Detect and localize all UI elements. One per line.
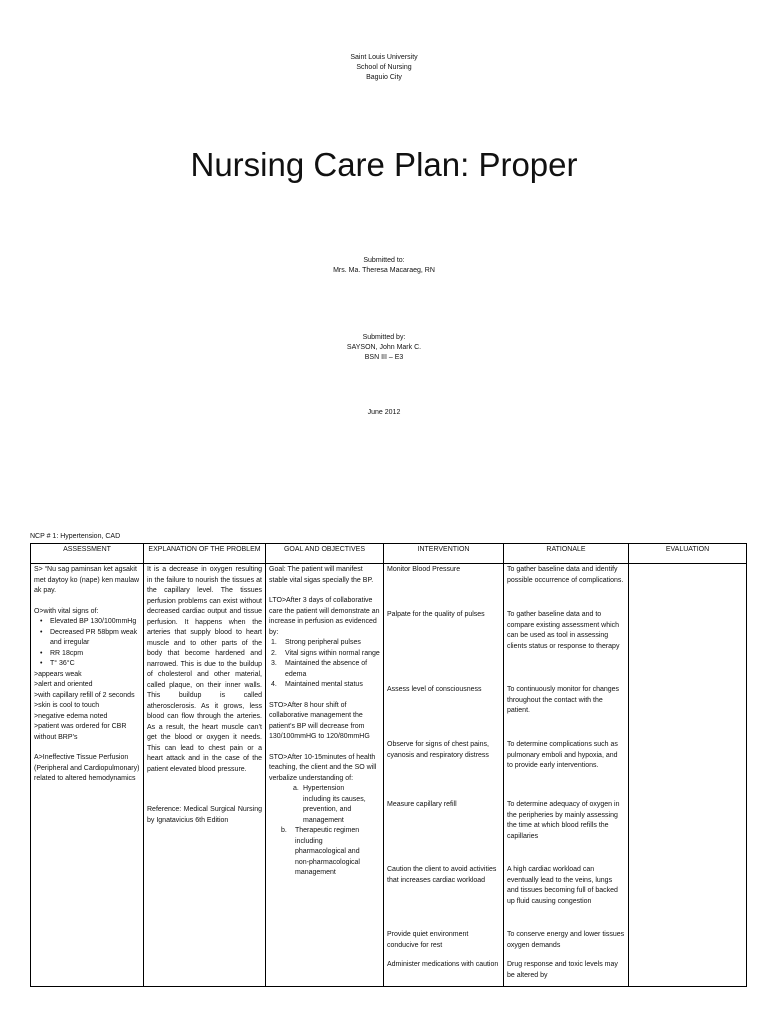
rationale-cell — [504, 564, 629, 987]
intervention-cell — [384, 564, 504, 987]
header-rationale: RATIONALE — [504, 544, 629, 564]
city-name: Baguio City — [366, 74, 402, 81]
finding: >with capillary refill of 2 seconds — [34, 691, 135, 699]
ncp-label: NCP # 1: Hypertension, CAD — [30, 533, 121, 540]
lto-list — [269, 638, 380, 691]
list-item: b. Therapeutic regimen including pharmacological and non-pharmacological management — [281, 827, 360, 876]
rationale-item: To conserve energy and lower tissues oxygen demands — [507, 931, 625, 949]
subjective-data: S> “Nu sag paminsan ket agsakit met daytoy ko (nape) ken maulaw ak pay. — [34, 566, 140, 594]
list-item: • Elevated BP 130/100mmHg — [34, 617, 140, 628]
submitted-to-name: Mrs. Ma. Theresa Macaraeg, RN — [333, 267, 435, 274]
vitals-list — [34, 617, 140, 670]
objective-data: O>with vital signs of: — [34, 607, 99, 615]
finding: >patient was ordered for CBR without BRP’s — [34, 723, 127, 741]
university-name: Saint Louis University — [350, 54, 418, 61]
finding: >negative edema noted — [34, 712, 108, 720]
rationale-item: A high cardiac workload can eventually lead to the veins, lungs and tissues becoming full of backed up fluid causing congestion — [507, 866, 618, 905]
intervention-item: Administer medications with caution — [387, 961, 499, 968]
intervention-item: Measure capillary refill — [387, 801, 457, 808]
rationale-item: To determine adequacy of oxygen in the peripheries by mainly assessing the time at which blood refills the capillaries — [507, 801, 620, 840]
intervention-item: Assess level of consciousness — [387, 686, 482, 693]
reference-text: Reference: Medical Surgical Nursing by Ignatavicius 6th Edition — [147, 806, 262, 824]
header-assessment: ASSESSMENT — [31, 544, 144, 564]
list-item: 1. Strong peripheral pulses — [271, 639, 361, 646]
explanation-text: It is a decrease in oxygen resulting in the failure to nourish the tissues at the capillary level. The tissues perfusion problems can exist without decreased cardiac output and tissue perfusion. It happens when the arteries that supply blood to heart muscle and to other parts of the body that become hardened and narrowed. This is due to the buildup of cholesterol and other material, called plaque, on their inner walls. This buildup is called atherosclerosis. As it grows, less blood can flow through the arteries. As a result, the heart muscle can’t get the blood or oxygen it needs. This can lead to chest pain or a heart attack and in the case of the patient elevated blood pressure. — [147, 566, 262, 773]
sto-list — [269, 784, 380, 826]
submitted-by-label: Submitted by: — [362, 334, 406, 341]
care-plan-table — [30, 543, 747, 987]
submission-date: June 2012 — [367, 409, 401, 416]
sto-text-2: STO>After 10-15minutes of health teaching, the client and the SO will verbalize understanding of: — [269, 753, 377, 782]
institution-header — [0, 53, 768, 83]
evaluation-cell — [629, 564, 747, 987]
list-item: • RR 18cpm — [34, 649, 140, 660]
header-explanation: EXPLANATION OF THE PROBLEM — [144, 544, 266, 564]
list-item: 2. Vital signs within normal range — [271, 649, 380, 657]
goals-cell — [266, 564, 384, 987]
intervention-item: Observe for signs of chest pains, cyanosis and respiratory distress — [387, 741, 489, 759]
submitted-by-block — [0, 333, 768, 363]
list-item: • Decreased PR 58bpm weak and irregular — [34, 628, 140, 649]
finding: >appears weak — [34, 670, 82, 678]
intervention-item: Monitor Blood Pressure — [387, 566, 461, 573]
rationale-item: To gather baseline data and identify possible occurrence of complications. — [507, 566, 624, 584]
sto-list-b — [269, 826, 380, 879]
header-intervention: INTERVENTION — [384, 544, 504, 564]
table-row — [31, 564, 747, 987]
list-item: a. Hypertension including its causes, prevention, and management — [293, 785, 366, 824]
list-item: • T° 36°C — [34, 659, 140, 670]
header-evaluation: EVALUATION — [629, 544, 747, 564]
rationale-item: To continuously monitor for changes throughout the contact with the patient. — [507, 686, 620, 714]
rationale-item: Drug response and toxic levels may be altered by — [507, 961, 618, 979]
submitted-by-section: BSN III – E3 — [364, 354, 404, 361]
goal-text: Goal: The patient will manifest stable vital sigas specially the BP. — [269, 566, 374, 584]
intervention-item: Palpate for the quality of pulses — [387, 611, 485, 618]
list-item: 4. Maintained mental status — [271, 681, 363, 688]
assessment-cell — [31, 564, 144, 987]
analysis-data: A>Ineffective Tissue Perfusion (Peripheral and Cardiopulmonary) related to altered hemodynamics — [34, 754, 140, 782]
list-item: 3. Maintained the absence of edema — [271, 660, 368, 678]
rationale-item: To determine complications such as pulmonary emboli and hypoxia, and to provide early interventions. — [507, 741, 618, 769]
submitted-to-label: Submitted to: — [363, 257, 405, 264]
header-goals: GOAL AND OBJECTIVES — [266, 544, 384, 564]
sto-text-1: STO>After 8 hour shift of collaborative management the patient’s BP will decrease from 130/100mmHG to 120/80mmHG — [269, 701, 370, 740]
table-header-row — [31, 544, 747, 564]
intervention-item: Caution the client to avoid activities that increases cardiac workload — [387, 866, 497, 884]
lto-text: LTO>After 3 days of collaborative care the patient will demonstrate an increase in perfusion as evidenced by: — [269, 597, 380, 636]
explanation-cell — [144, 564, 266, 987]
school-name: School of Nursing — [356, 64, 412, 71]
submitted-by-name: SAYSON, John Mark C. — [346, 344, 422, 351]
finding: >skin is cool to touch — [34, 702, 100, 709]
finding: >alert and oriented — [34, 681, 93, 688]
submitted-to-block — [0, 256, 768, 276]
intervention-item: Provide quiet environment conducive for rest — [387, 931, 469, 949]
page-title: Nursing Care Plan: Proper — [190, 146, 578, 183]
rationale-item: To gather baseline data and to compare existing assessment which can be used as tool in assessing clients status or response to therapy — [507, 611, 620, 650]
